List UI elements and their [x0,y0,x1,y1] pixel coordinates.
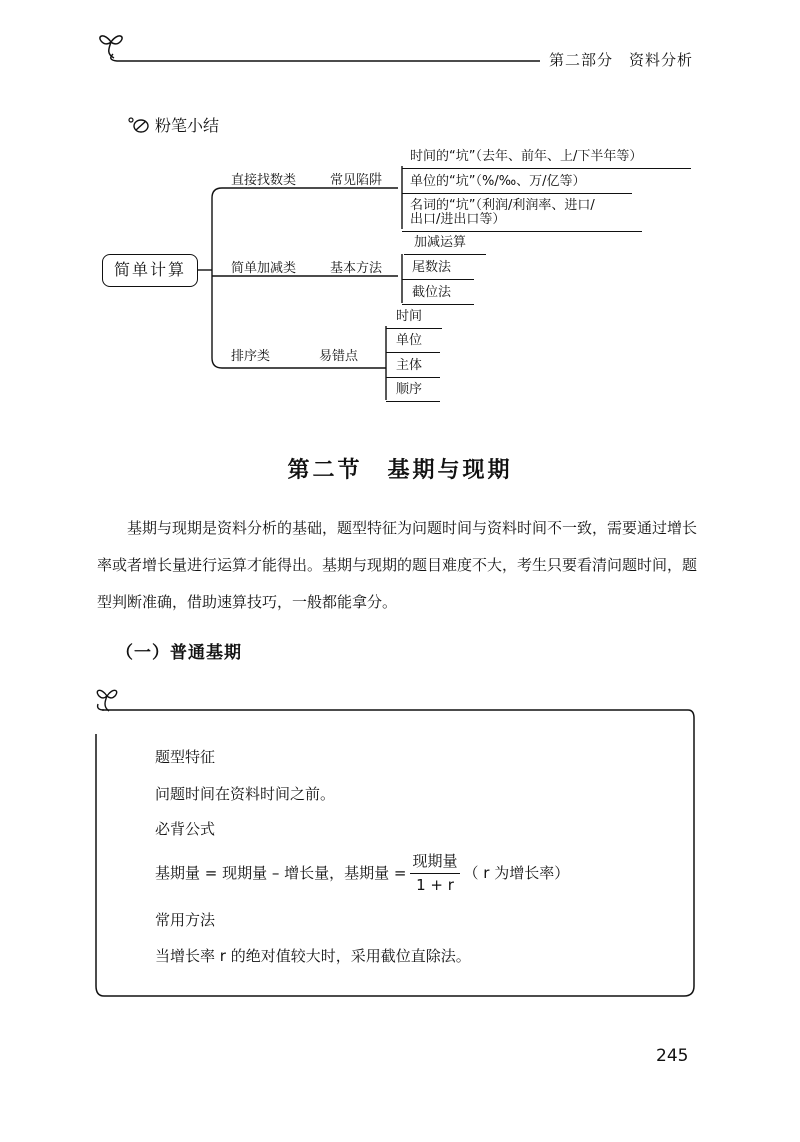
trap-unit: 单位的“坑”（%/‰、万/亿等） [402,175,632,194]
trap-noun-line2: 出口/进出口等） [402,213,642,232]
summary-label: 粉笔小结 [155,116,220,135]
mindmap-root: 简单计算 [102,254,198,287]
branch-sort-sub: 易错点 [319,349,359,364]
error-time: 时间 [386,310,442,329]
card-heading-formula: 必背公式 [155,820,216,838]
branch-addsub-label: 简单加减类 [231,261,297,276]
trap-noun-line1: 名词的“坑”（利润/利润率、进口/ [410,198,595,213]
card-text-type: 问题时间在资料时间之前。 [155,785,336,803]
branch-addsub-sub: 基本方法 [330,261,383,276]
branch-sort-label: 排序类 [231,349,271,364]
section-title: 第二节 基期与现期 [287,458,513,483]
subsection-title: （一）普通基期 [116,643,242,663]
formula-numerator: 现期量 [410,850,459,874]
branch-direct-sub: 常见陷阱 [330,173,383,188]
page-number: 245 [656,1046,689,1066]
card-text-method: 当增长率 r 的绝对值较大时，采用截位直除法。 [155,947,471,965]
method-truncate: 截位法 [402,286,474,305]
header-title: 第二部分 资料分析 [549,51,694,69]
card-heading-type: 题型特征 [155,748,216,766]
card-formula [155,850,569,894]
method-tail: 尾数法 [402,261,474,280]
method-addsub: 加减运算 [404,236,486,255]
branch-direct-label: 直接找数类 [231,173,297,188]
formula-note: （ r 为增长率） [463,863,570,882]
error-subject: 主体 [386,359,440,378]
formula-fraction [410,850,459,894]
formula-denominator: 1 + r [416,876,454,894]
formula-left: 基期量 = 现期量 – 增长量，基期量 = [155,863,407,882]
error-order: 顺序 [386,383,440,402]
card-heading-method: 常用方法 [155,911,216,929]
trap-time: 时间的“坑”（去年、前年、上/下半年等） [402,150,691,169]
section-paragraph: 基期与现期是资料分析的基础，题型特征为问题时间与资料时间不一致，需要通过增长率或者增长量进行运算才能得出。基期与现期的题目难度不大，考生只要看清问题时间，题型判断准确，借助速算技巧，一般都能拿分。 [97,519,698,611]
mindmap-connectors [0,0,800,420]
error-unit: 单位 [386,334,440,353]
